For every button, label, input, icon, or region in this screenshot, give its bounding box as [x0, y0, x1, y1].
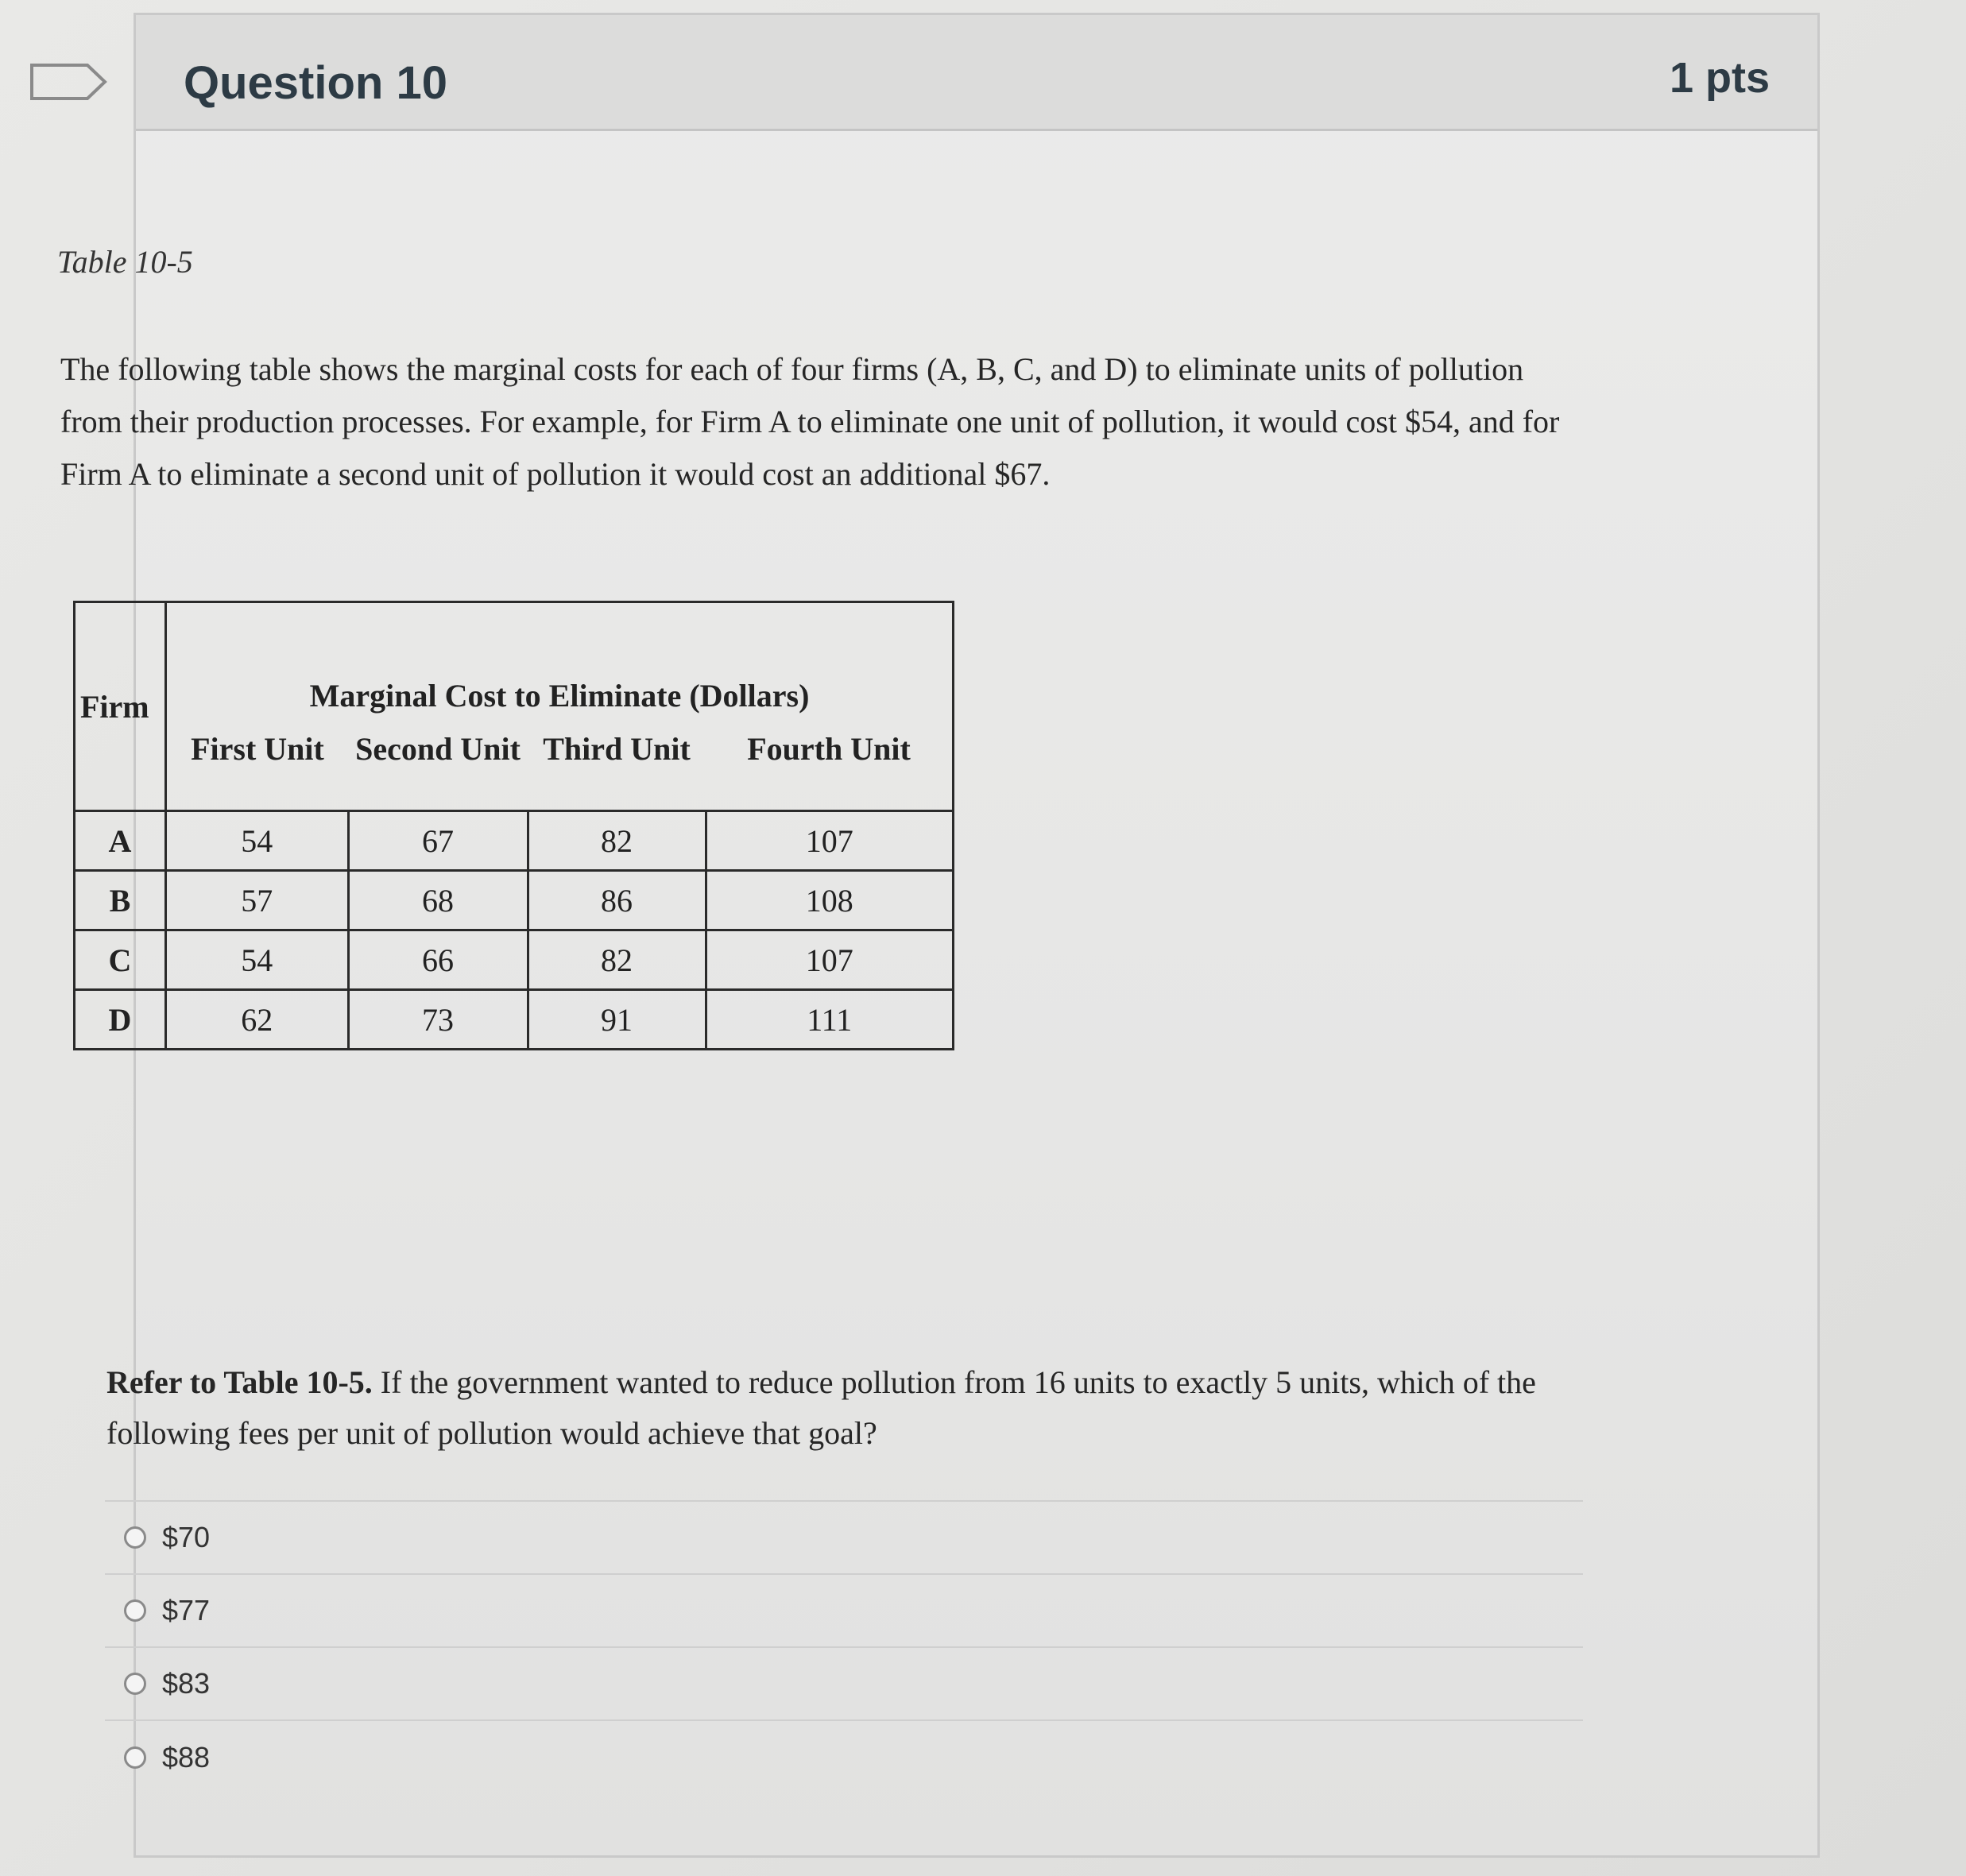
- table-cell: 86: [528, 871, 706, 930]
- table-cell: 54: [166, 811, 349, 871]
- question-header: [136, 15, 1817, 131]
- question-text: If the government wanted to reduce pollution from 16 units to exactly 5 units, which of the following fees per unit of pollution would achieve that goal?: [106, 1364, 1536, 1451]
- column-header: First Unit: [166, 730, 349, 811]
- table-cell: 107: [706, 811, 954, 871]
- radio-button[interactable]: [124, 1599, 146, 1622]
- firm-cell: C: [75, 930, 166, 990]
- column-header: Second Unit: [348, 730, 528, 811]
- table-cell: 107: [706, 930, 954, 990]
- question-ref: Refer to Table 10-5.: [106, 1364, 373, 1400]
- table-cell: 54: [166, 930, 349, 990]
- table-cell: 82: [528, 930, 706, 990]
- question-points: 1 pts: [1669, 54, 1770, 102]
- table-row: [75, 990, 954, 1050]
- answer-label: $70: [162, 1521, 211, 1553]
- answer-option-77[interactable]: [105, 1575, 1583, 1648]
- intro-text: The following table shows the marginal costs for each of four firms (A, B, C, and D) to eliminate units of pollution from their production processes. For example, for Firm A to eliminate one unit of pollution, it would cost $54, and for Firm A to eliminate a second unit of pollution it would cost an additional $67.: [60, 351, 1560, 492]
- marginal-cost-header: Marginal Cost to Eliminate (Dollars): [166, 602, 954, 731]
- table-cell: 111: [706, 990, 954, 1050]
- marginal-cost-table: [73, 601, 954, 1050]
- table-cell: 57: [166, 871, 349, 930]
- answer-label: $77: [162, 1594, 211, 1627]
- table-cell: 68: [348, 871, 528, 930]
- table-cell: 91: [528, 990, 706, 1050]
- answer-option-70[interactable]: [105, 1502, 1583, 1575]
- answer-list: [105, 1500, 1583, 1794]
- firm-cell: D: [75, 990, 166, 1050]
- table-cell: 82: [528, 811, 706, 871]
- firm-header: Firm: [75, 602, 166, 811]
- table-cell: 62: [166, 990, 349, 1050]
- column-header: Fourth Unit: [706, 730, 954, 811]
- bookmark-flag-icon[interactable]: [29, 62, 108, 102]
- firm-cell: A: [75, 811, 166, 871]
- firm-cell: B: [75, 871, 166, 930]
- table-cell: 108: [706, 871, 954, 930]
- table-row: [75, 811, 954, 871]
- answer-label: $83: [162, 1667, 211, 1700]
- table-cell: 66: [348, 930, 528, 990]
- radio-button[interactable]: [124, 1526, 146, 1549]
- table-cell: 73: [348, 990, 528, 1050]
- question-title: Question 10: [184, 57, 447, 109]
- answer-option-83[interactable]: [105, 1648, 1583, 1721]
- table-cell: 67: [348, 811, 528, 871]
- column-header: Third Unit: [528, 730, 706, 811]
- answer-option-88[interactable]: [105, 1721, 1583, 1794]
- table-row: [75, 930, 954, 990]
- answer-label: $88: [162, 1741, 211, 1773]
- radio-button[interactable]: [124, 1746, 146, 1769]
- table-row: [75, 871, 954, 930]
- question-prompt: [106, 1357, 1664, 1459]
- radio-button[interactable]: [124, 1673, 146, 1695]
- table-caption: Table 10-5: [57, 244, 193, 280]
